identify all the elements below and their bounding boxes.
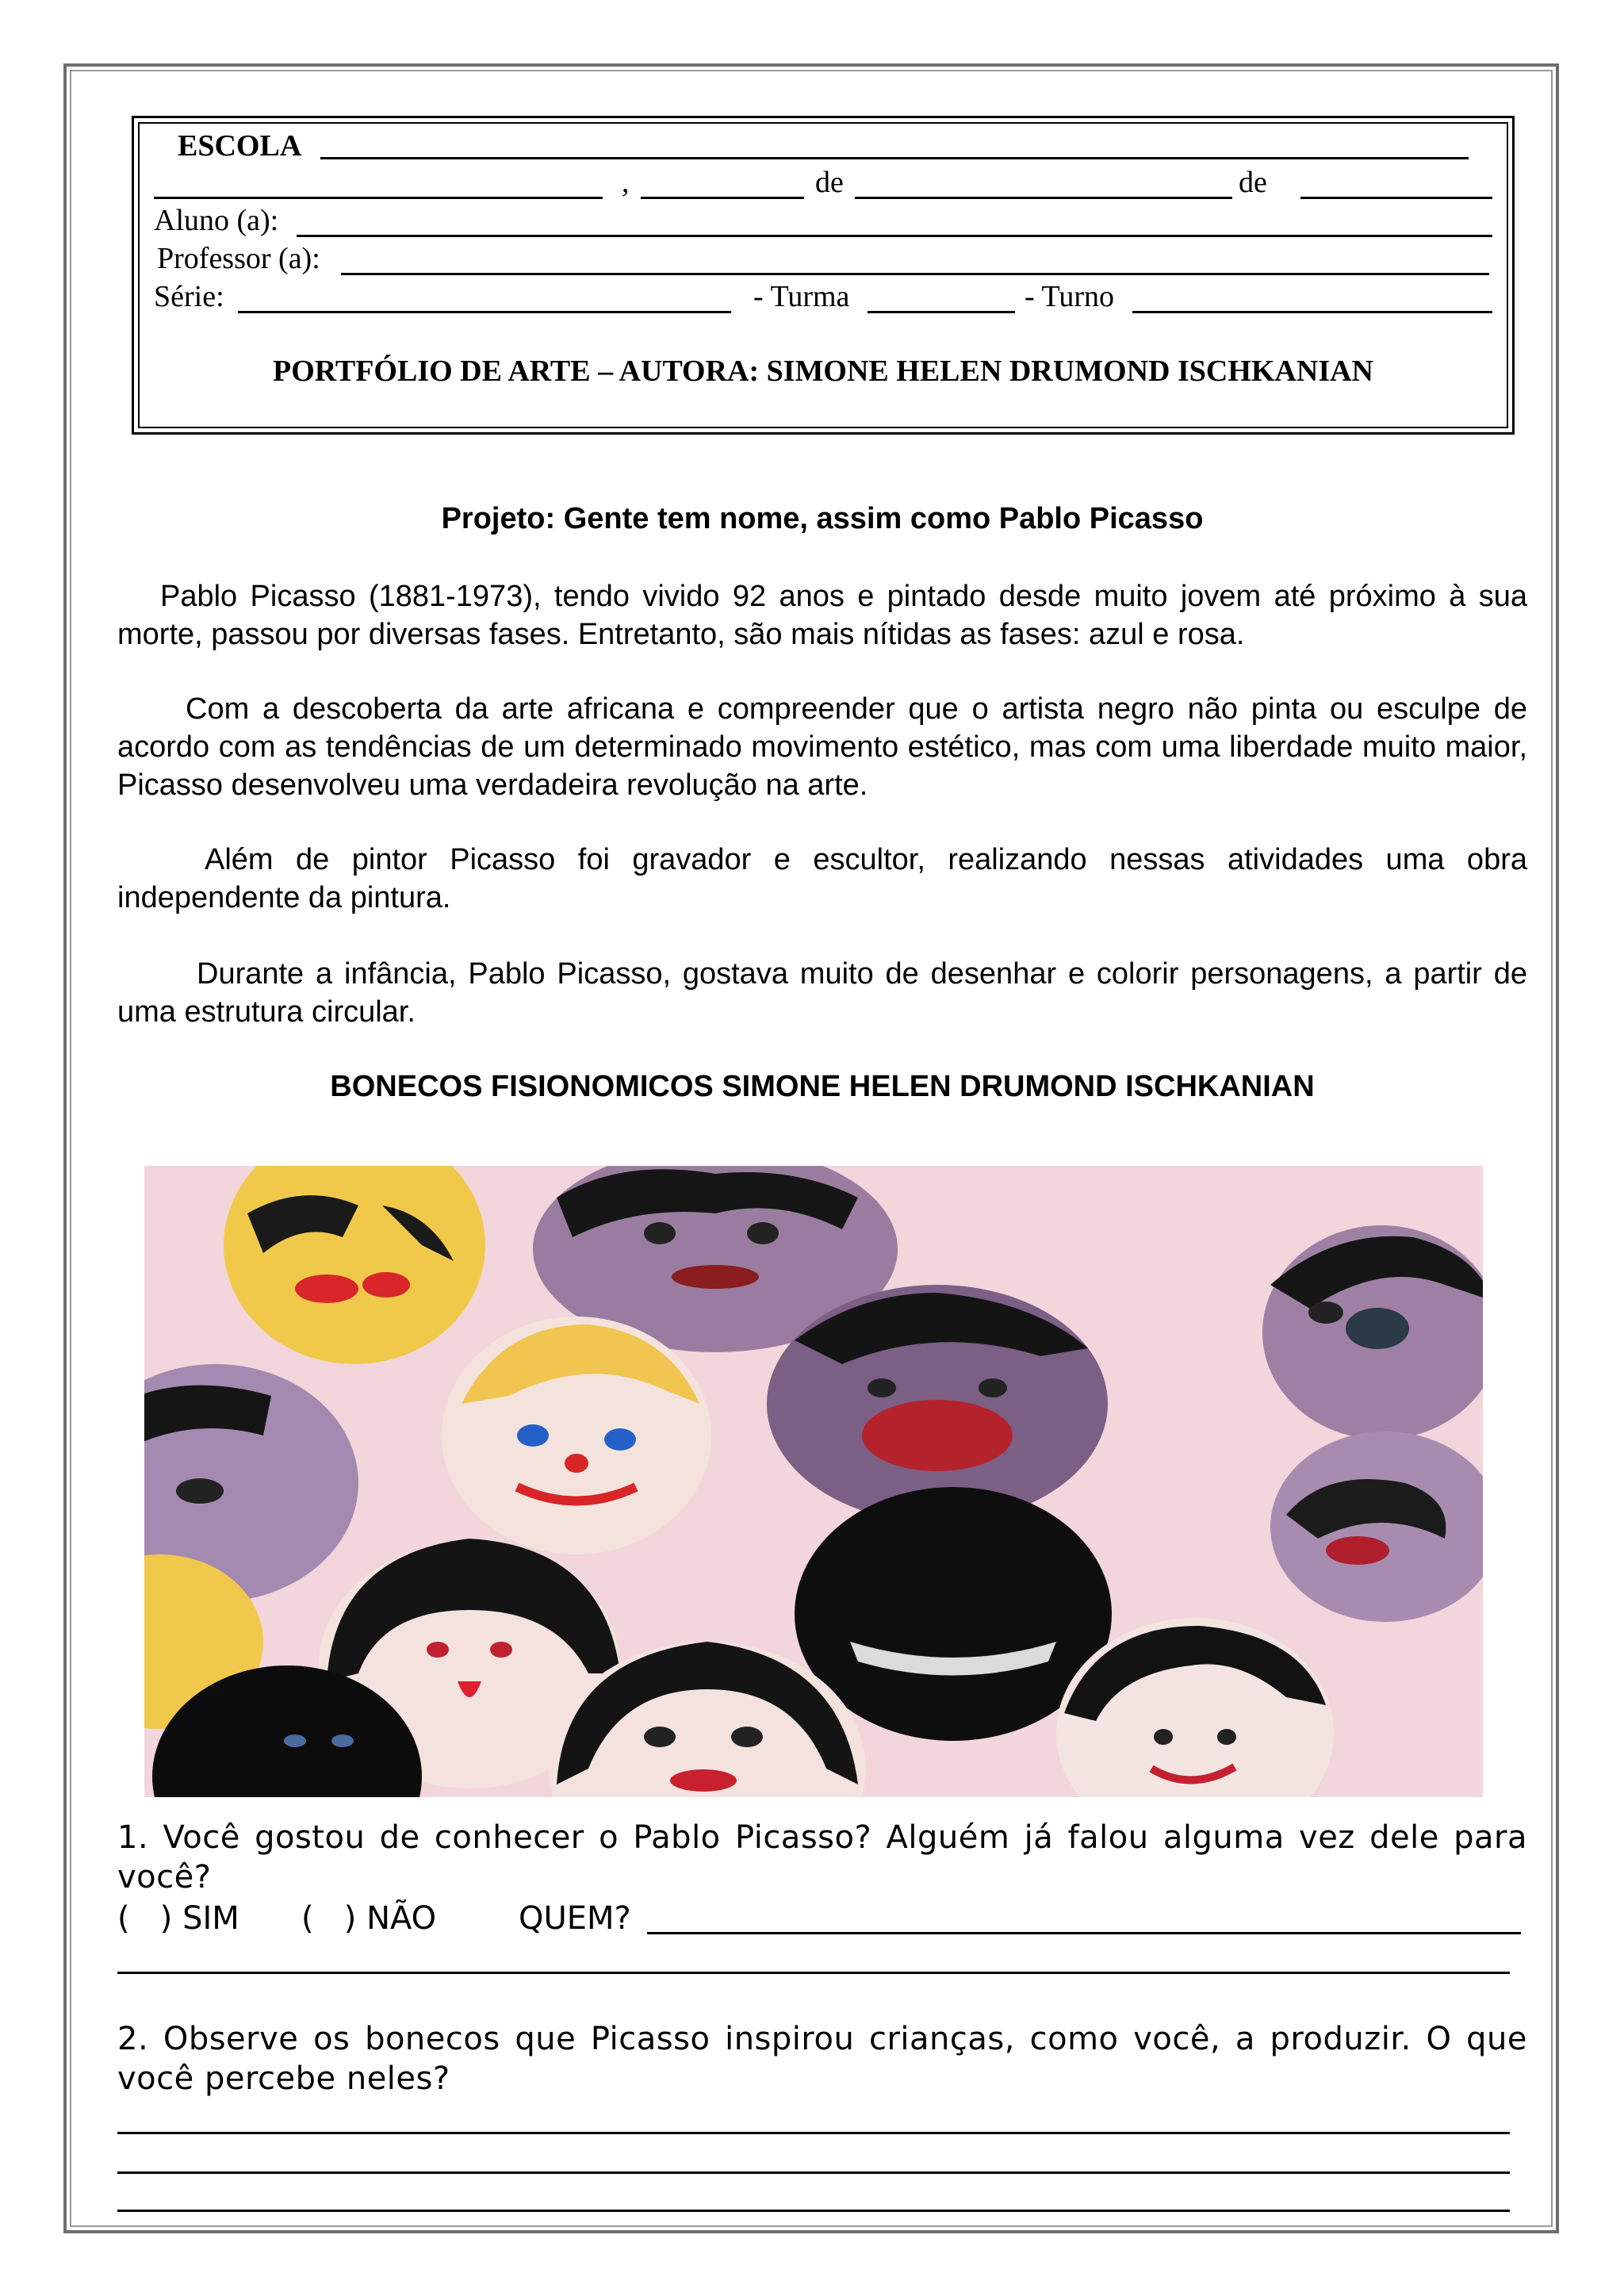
paragraph-4: Durante a infância, Pablo Picasso, gostava muito de desenhar e colorir personagens, a partir de uma estrutura circular. — [117, 957, 1527, 1029]
question-2: 2. Observe os bonecos que Picasso inspirou crianças, como você, a produzir. O que você percebe neles? — [117, 2021, 1527, 2097]
face-plates-photo — [144, 1166, 1483, 1797]
day-field[interactable] — [641, 197, 804, 199]
q1-quem-label: QUEM? — [519, 1900, 631, 1937]
q2-answer-line-2[interactable] — [117, 2171, 1510, 2174]
escola-label: ESCOLA — [178, 129, 302, 163]
serie-label: Série: — [154, 280, 224, 313]
professor-label: Professor (a): — [157, 242, 320, 275]
portfolio-title: PORTFÓLIO DE ARTE – AUTORA: SIMONE HELEN DRUMOND ISCHKANIAN — [272, 355, 1373, 388]
date-comma: , — [622, 166, 630, 199]
project-title: Projeto: Gente tem nome, assim como Pablo Picasso — [441, 502, 1204, 535]
serie-field[interactable] — [238, 311, 731, 313]
paragraph-3: Além de pintor Picasso foi gravador e escultor, realizando nessas atividades uma obra independente da pintura. — [117, 843, 1527, 914]
q1-option-nao[interactable]: ( ) NÃO — [301, 1900, 437, 1937]
bonecos-title: BONECOS FISIONOMICOS SIMONE HELEN DRUMOND ISCHKANIAN — [330, 1070, 1315, 1103]
year-field[interactable] — [1300, 197, 1492, 199]
turno-field[interactable] — [1132, 311, 1492, 313]
question-1: 1. Você gostou de conhecer o Pablo Picasso? Alguém já falou alguma vez dele para você? — [117, 1819, 1527, 1895]
paragraph-2: Com a descoberta da arte africana e compreender que o artista negro não pinta ou esculpe de acordo com as tendências de um determinado movimento estético, mas com uma liberdade muito maior, Picasso desenvolveu uma verdadeira revolução na arte. — [117, 692, 1527, 802]
city-field[interactable] — [154, 197, 603, 199]
q1-quem-field[interactable] — [647, 1932, 1521, 1934]
date-de-1: de — [815, 166, 844, 199]
q2-answer-line-3[interactable] — [117, 2210, 1510, 2212]
month-field[interactable] — [855, 197, 1232, 199]
plate-white-blonde — [442, 1317, 711, 1554]
escola-field[interactable] — [320, 157, 1469, 159]
aluno-field[interactable] — [297, 235, 1492, 237]
q2-answer-line-1[interactable] — [117, 2132, 1510, 2134]
q1-option-sim[interactable]: ( ) SIM — [117, 1900, 239, 1937]
professor-field[interactable] — [341, 273, 1489, 275]
paragraph-1: Pablo Picasso (1881-1973), tendo vivido 92 anos e pintado desde muito jovem até próximo à sua morte, passou por diversas fases. Entretanto, são mais nítidas as fases: azul e rosa. — [117, 580, 1527, 651]
turno-label: - Turno — [1025, 280, 1114, 313]
plate-purple-center — [767, 1285, 1108, 1523]
turma-label: - Turma — [753, 280, 850, 313]
aluno-label: Aluno (a): — [154, 204, 279, 237]
date-de-2: de — [1239, 166, 1267, 199]
q1-answer-line[interactable] — [117, 1972, 1510, 1974]
turma-field[interactable] — [868, 311, 1015, 313]
